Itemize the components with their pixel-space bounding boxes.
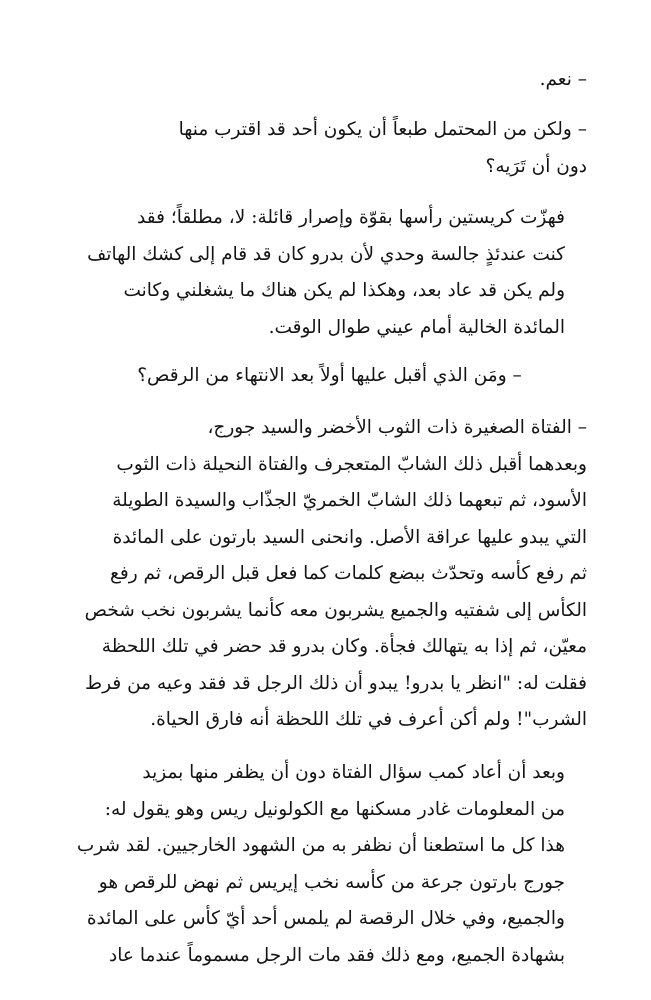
dialogue-yes bbox=[72, 62, 587, 99]
dialogue-question-approach bbox=[72, 112, 587, 185]
text-line: بشهادة الجميع، ومع ذلك فقد مات الرجل مسموماً عندما عاد bbox=[109, 944, 565, 966]
text-line: فهزّت كريستين رأسها بقوّة وإصرار قائلة: لا، مطلقاً؛ فقد bbox=[137, 207, 565, 228]
text-line: التي يبدو عليها عراقة الأصل. وانحنى السيد بارتون على المائدة bbox=[112, 526, 587, 548]
text-line: – الفتاة الصغيرة ذات الثوب الأخضر والسيد جورج، bbox=[207, 417, 587, 438]
text-line: فقلت له: "انظر يا بدرو! يبدو أن ذلك الرجل قد فقد وعيه من فرط bbox=[85, 672, 587, 694]
text-line: ثم رفع كأسه وتحدّث ببضع كلمات كما فعل قبل الرقص، ثم رفع bbox=[110, 563, 587, 584]
text-line: – نعم. bbox=[539, 69, 587, 90]
text-line: وبعدهما أقبل ذلك الشابّ المتعجرف والفتاة النحيلة ذات الثوب bbox=[116, 453, 587, 475]
text-line: الكأس إلى شفتيه والجميع يشربون معه كأنما يشربون نخب شخص bbox=[84, 599, 587, 621]
text-line: الأسود، ثم تبعهما ذلك الشابّ الخمريّ الجذّاب والسيدة الطويلة bbox=[112, 490, 587, 511]
text-line: الشرب"! ولم أكن أعرف في تلك اللحظة أنه فارق الحياة. bbox=[150, 709, 587, 730]
text-line: هذا كل ما استطعنا أن نظفر به من الشهود الخارجيين. لقد شرب bbox=[76, 835, 565, 856]
text-line: جورج بارتون جرعة من كأسه نخب إيريس ثم نهض للرقص هو bbox=[98, 871, 565, 893]
text-line: ولم يكن قد عاد بعد، وهكذا لم يكن هناك ما يشغلني وكانت bbox=[123, 280, 565, 301]
text-line: معيّن، ثم إذا به يتهالك فجأة. وكان بدرو قد حضر في تلك اللحظة bbox=[101, 636, 587, 657]
text-line: – ومَن الذي أقبل عليها أولاً بعد الانتهاء من الرقص؟ bbox=[137, 365, 522, 386]
text-line: دون أن تَرَيه؟ bbox=[485, 155, 587, 177]
text-line: – ولكن من المحتمل طبعاً أن يكون أحد قد اقترب منها bbox=[178, 119, 587, 140]
text-line: وبعد أن أعاد كمب سؤال الفتاة دون أن يظفر منها بمزيد bbox=[142, 762, 565, 783]
paragraph-christine-answer bbox=[72, 200, 587, 346]
paragraph-kemp-summary bbox=[72, 755, 587, 974]
text-line: من المعلومات غادر مسكنها مع الكولونيل ريس وهو يقول له: bbox=[104, 798, 565, 820]
text-line: المائدة الخالية أمام عيني طوال الوقت. bbox=[268, 316, 565, 338]
paragraph-sequence-of-events bbox=[72, 410, 587, 739]
text-line: كنت عندئذٍ جالسة وحدي لأن بدرو كان قد قام إلى كشك الهاتف bbox=[87, 243, 565, 265]
dialogue-question-who-first bbox=[72, 358, 587, 395]
text-line: والجميع، وفي خلال الرقصة لم يلمس أحد أيّ كأس على المائدة bbox=[86, 908, 565, 929]
